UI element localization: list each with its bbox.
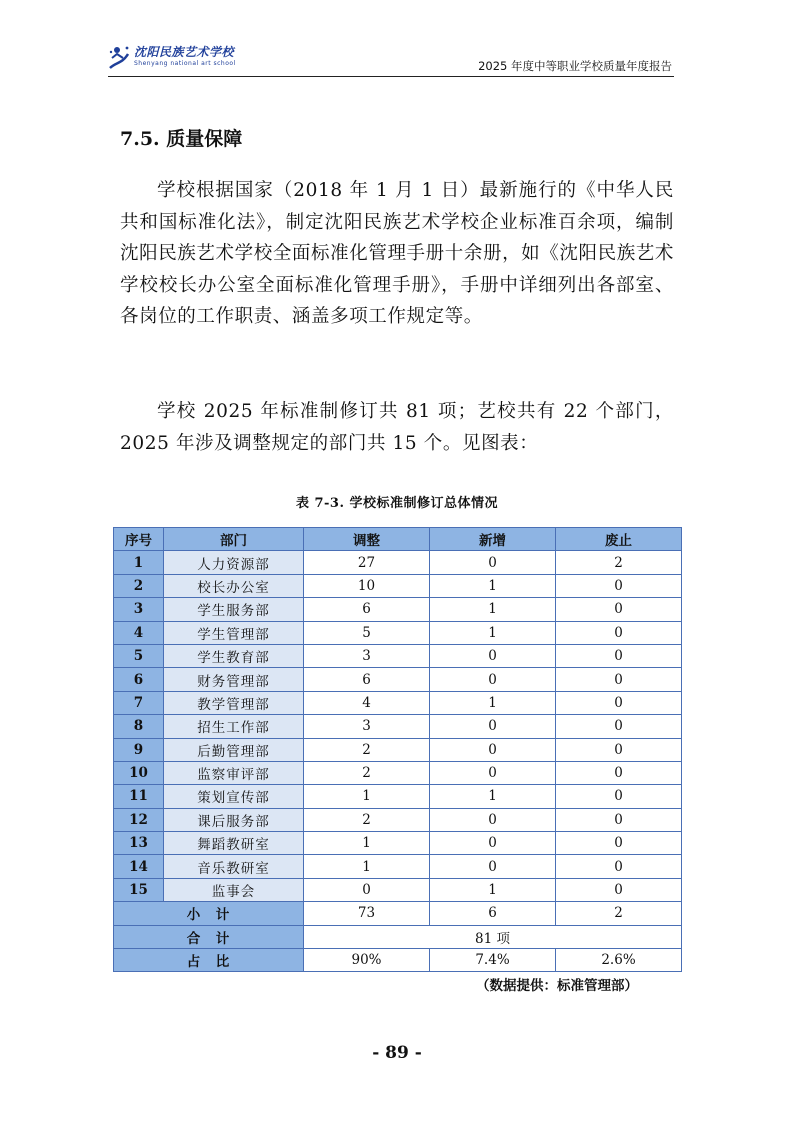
ratio-row bbox=[114, 949, 682, 972]
row-abolished-cell: 2 bbox=[556, 551, 682, 574]
table-row bbox=[114, 644, 682, 667]
row-adjust-cell: 2 bbox=[304, 808, 430, 831]
page-header bbox=[108, 40, 674, 77]
row-adjust-cell: 6 bbox=[304, 668, 430, 691]
report-title: 2025 年度中等职业学校质量年度报告 bbox=[478, 59, 672, 73]
row-dept-cell: 舞蹈教研室 bbox=[164, 832, 304, 855]
data-source-note: （数据提供：标准管理部） bbox=[476, 978, 638, 994]
row-adjust-cell: 0 bbox=[304, 878, 430, 901]
row-no-cell: 5 bbox=[114, 644, 164, 667]
row-abolished-cell: 0 bbox=[556, 598, 682, 621]
page-number: - 89 - bbox=[372, 1043, 422, 1063]
row-dept-cell: 学生服务部 bbox=[164, 598, 304, 621]
row-added-cell: 0 bbox=[430, 832, 556, 855]
ratio-label: 占 比 bbox=[114, 949, 304, 972]
header-adjust: 调整 bbox=[304, 528, 430, 551]
row-dept-cell: 财务管理部 bbox=[164, 668, 304, 691]
row-no-cell: 13 bbox=[114, 832, 164, 855]
header-added: 新增 bbox=[430, 528, 556, 551]
table-caption: 表 7-3. 学校标准制修订总体情况 bbox=[295, 496, 499, 511]
paragraph-revision-summary: 学校 2025 年标准制修订共 81 项；艺校共有 22 个部门，2025 年涉及调整规定的部门共 15 个。见图表： bbox=[120, 401, 674, 454]
row-dept-cell: 招生工作部 bbox=[164, 715, 304, 738]
table-row bbox=[114, 855, 682, 878]
header-abolished: 废止 bbox=[556, 528, 682, 551]
row-added-cell: 1 bbox=[430, 598, 556, 621]
ratio-adjust: 90% bbox=[304, 949, 430, 972]
section-heading: 7.5. 质量保障 bbox=[120, 128, 243, 150]
row-dept-cell: 后勤管理部 bbox=[164, 738, 304, 761]
row-adjust-cell: 1 bbox=[304, 832, 430, 855]
row-abolished-cell: 0 bbox=[556, 621, 682, 644]
row-abolished-cell: 0 bbox=[556, 832, 682, 855]
row-dept-cell: 监察审评部 bbox=[164, 761, 304, 784]
row-abolished-cell: 0 bbox=[556, 761, 682, 784]
row-abolished-cell: 0 bbox=[556, 644, 682, 667]
total-value: 81 项 bbox=[304, 925, 682, 948]
row-dept-cell: 校长办公室 bbox=[164, 574, 304, 597]
row-no-cell: 8 bbox=[114, 715, 164, 738]
table-row bbox=[114, 551, 682, 574]
row-abolished-cell: 0 bbox=[556, 855, 682, 878]
row-added-cell: 0 bbox=[430, 551, 556, 574]
row-added-cell: 0 bbox=[430, 761, 556, 784]
table-row bbox=[114, 574, 682, 597]
table-row bbox=[114, 761, 682, 784]
row-no-cell: 12 bbox=[114, 808, 164, 831]
row-abolished-cell: 0 bbox=[556, 808, 682, 831]
row-no-cell: 2 bbox=[114, 574, 164, 597]
row-adjust-cell: 4 bbox=[304, 691, 430, 714]
row-abolished-cell: 0 bbox=[556, 738, 682, 761]
row-dept-cell: 学生管理部 bbox=[164, 621, 304, 644]
row-no-cell: 1 bbox=[114, 551, 164, 574]
row-no-cell: 6 bbox=[114, 668, 164, 691]
row-added-cell: 0 bbox=[430, 855, 556, 878]
table-row bbox=[114, 598, 682, 621]
total-label: 合 计 bbox=[114, 925, 304, 948]
table-row bbox=[114, 785, 682, 808]
total-row bbox=[114, 925, 682, 948]
row-added-cell: 1 bbox=[430, 878, 556, 901]
school-logo bbox=[108, 42, 248, 74]
row-adjust-cell: 5 bbox=[304, 621, 430, 644]
row-added-cell: 1 bbox=[430, 691, 556, 714]
subtotal-adjust: 73 bbox=[304, 902, 430, 925]
row-added-cell: 0 bbox=[430, 715, 556, 738]
row-added-cell: 0 bbox=[430, 738, 556, 761]
row-added-cell: 0 bbox=[430, 808, 556, 831]
row-abolished-cell: 0 bbox=[556, 878, 682, 901]
row-adjust-cell: 3 bbox=[304, 644, 430, 667]
row-dept-cell: 人力资源部 bbox=[164, 551, 304, 574]
table-row bbox=[114, 691, 682, 714]
row-adjust-cell: 1 bbox=[304, 855, 430, 878]
row-added-cell: 0 bbox=[430, 668, 556, 691]
row-dept-cell: 教学管理部 bbox=[164, 691, 304, 714]
row-no-cell: 7 bbox=[114, 691, 164, 714]
header-no: 序号 bbox=[114, 528, 164, 551]
row-adjust-cell: 6 bbox=[304, 598, 430, 621]
logo-chinese-text: 沈阳民族艺术学校 bbox=[134, 45, 235, 59]
row-adjust-cell: 27 bbox=[304, 551, 430, 574]
table-row bbox=[114, 832, 682, 855]
row-no-cell: 9 bbox=[114, 738, 164, 761]
row-dept-cell: 音乐教研室 bbox=[164, 855, 304, 878]
row-dept-cell: 策划宣传部 bbox=[164, 785, 304, 808]
row-adjust-cell: 2 bbox=[304, 738, 430, 761]
paragraph-standardization: 学校根据国家（2018 年 1 月 1 日）最新施行的《中华人民共和国标准化法》，制定沈阳民族艺术学校企业标准百余项，编制沈阳民族艺术学校全面标准化管理手册十余册，如《沈阳民族艺术学校校长办公室全面标准化管理手册》，手册中详细列出各部室、各岗位的工作职责、涵盖多项工作规定等。 bbox=[120, 180, 674, 327]
table-row bbox=[114, 808, 682, 831]
row-abolished-cell: 0 bbox=[556, 574, 682, 597]
row-dept-cell: 学生教育部 bbox=[164, 644, 304, 667]
row-no-cell: 3 bbox=[114, 598, 164, 621]
row-added-cell: 1 bbox=[430, 785, 556, 808]
row-adjust-cell: 1 bbox=[304, 785, 430, 808]
row-no-cell: 10 bbox=[114, 761, 164, 784]
ratio-abolished: 2.6% bbox=[556, 949, 682, 972]
row-adjust-cell: 2 bbox=[304, 761, 430, 784]
row-adjust-cell: 10 bbox=[304, 574, 430, 597]
row-no-cell: 14 bbox=[114, 855, 164, 878]
table-row bbox=[114, 668, 682, 691]
row-added-cell: 1 bbox=[430, 621, 556, 644]
row-dept-cell: 课后服务部 bbox=[164, 808, 304, 831]
row-no-cell: 15 bbox=[114, 878, 164, 901]
header-dept: 部门 bbox=[164, 528, 304, 551]
logo-emblem-icon bbox=[108, 42, 134, 72]
row-dept-cell: 监事会 bbox=[164, 878, 304, 901]
logo-english-text: Shenyang national art school bbox=[134, 60, 236, 67]
row-adjust-cell: 3 bbox=[304, 715, 430, 738]
table-row bbox=[114, 621, 682, 644]
row-added-cell: 0 bbox=[430, 644, 556, 667]
subtotal-row bbox=[114, 902, 682, 925]
row-abolished-cell: 0 bbox=[556, 668, 682, 691]
table-body bbox=[114, 551, 682, 902]
subtotal-label: 小 计 bbox=[114, 902, 304, 925]
row-no-cell: 11 bbox=[114, 785, 164, 808]
subtotal-added: 6 bbox=[430, 902, 556, 925]
row-abolished-cell: 0 bbox=[556, 691, 682, 714]
subtotal-abolished: 2 bbox=[556, 902, 682, 925]
table-header-row bbox=[114, 528, 682, 551]
table-row bbox=[114, 738, 682, 761]
row-no-cell: 4 bbox=[114, 621, 164, 644]
row-abolished-cell: 0 bbox=[556, 715, 682, 738]
table-row bbox=[114, 878, 682, 901]
row-abolished-cell: 0 bbox=[556, 785, 682, 808]
table-row bbox=[114, 715, 682, 738]
row-added-cell: 1 bbox=[430, 574, 556, 597]
standards-table bbox=[113, 527, 682, 972]
ratio-added: 7.4% bbox=[430, 949, 556, 972]
